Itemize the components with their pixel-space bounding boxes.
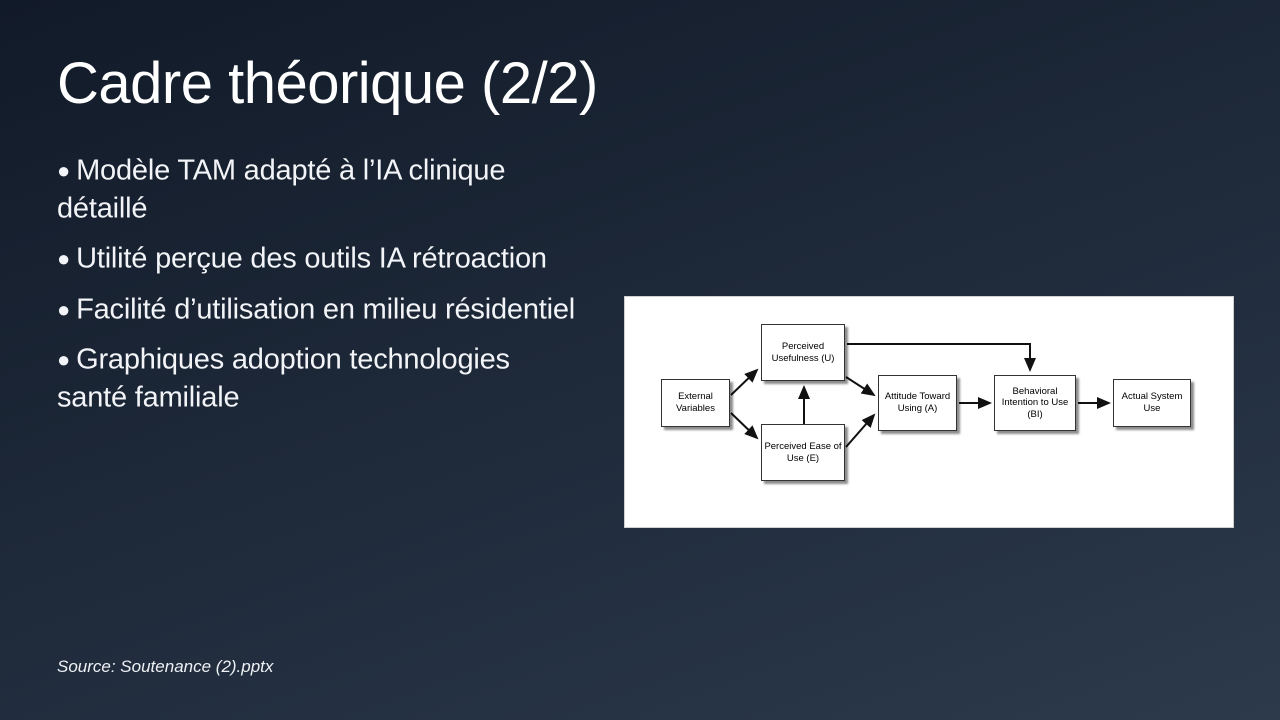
list-item-label: Facilité d’utilisation en milieu résidentiel	[76, 293, 576, 326]
page-title: Cadre théorique (2/2)	[57, 51, 598, 116]
node-attitude-toward-using: Attitude Toward Using (A)	[878, 375, 957, 431]
list-item	[57, 240, 577, 278]
node-perceived-usefulness: Perceived Usefulness (U)	[761, 324, 845, 381]
list-item	[57, 152, 577, 228]
source-caption: Source: Soutenance (2).pptx	[57, 657, 274, 676]
list-item	[57, 291, 577, 329]
node-actual-system-use: Actual System Use	[1113, 379, 1191, 427]
node-perceived-ease-of-use: Perceived Ease of Use (E)	[761, 424, 845, 481]
tam-model-figure	[624, 296, 1234, 528]
bullet-marker-icon: ●	[57, 246, 71, 272]
bullet-marker-icon: ●	[57, 158, 71, 184]
bullet-list	[57, 152, 577, 429]
bullet-marker-icon: ●	[57, 296, 71, 322]
list-item	[57, 341, 577, 417]
list-item-label: Modèle TAM adapté à l’IA clinique détaillé	[57, 154, 506, 225]
node-behavioral-intention: Behavioral Intention to Use (BI)	[994, 375, 1076, 431]
list-item-label: Graphiques adoption technologies santé familiale	[57, 343, 510, 414]
bullet-marker-icon: ●	[57, 346, 71, 372]
list-item-label: Utilité perçue des outils IA rétroaction	[76, 242, 547, 275]
node-external-variables: External Variables	[661, 379, 730, 427]
